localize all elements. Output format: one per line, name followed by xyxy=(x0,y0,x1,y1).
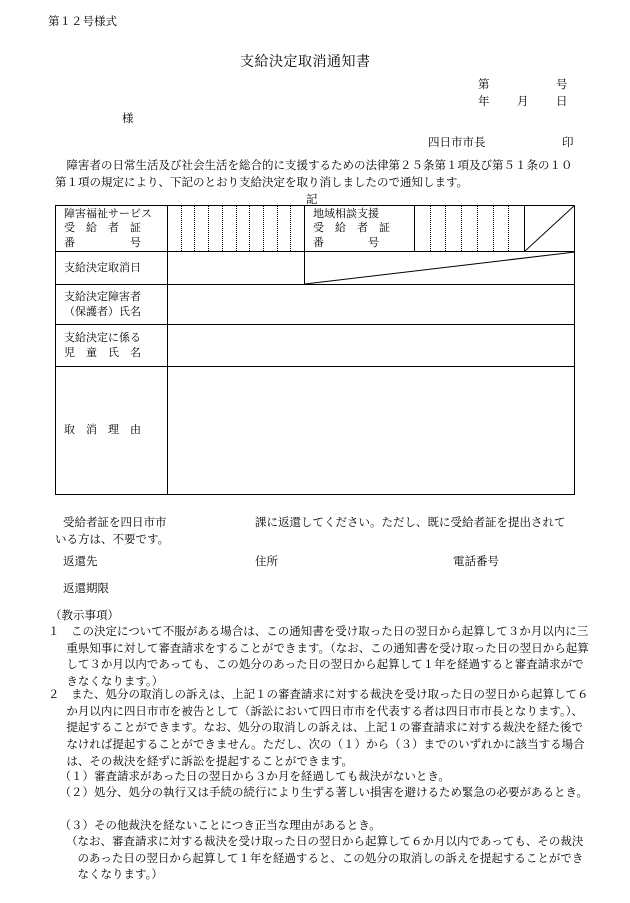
form-number: 第１２号様式 xyxy=(48,14,117,28)
reason-label: 取 消 理 由 xyxy=(56,367,168,495)
note-sub-1: （１）審査請求があった日の翌日から３か月を経過しても裁決がないとき。 xyxy=(59,769,450,783)
child-name-field[interactable] xyxy=(168,325,575,367)
child-name-label xyxy=(56,325,168,367)
recipient-suffix: 様 xyxy=(122,111,134,125)
consult-label-line3: 番 号 xyxy=(313,235,379,249)
cancel-date-slash-cell xyxy=(305,252,575,285)
reason-field[interactable] xyxy=(168,367,575,495)
note-final: （なお、審査請求に対する裁決を受け取った日の翌日から起算して６か月以内であっても、その裁決のあった日の翌日から起算して１年を経過すると、この処分の取消しの訴えを提起することができなくなります。） xyxy=(66,834,584,882)
phone-label: 電話番号 xyxy=(453,554,499,568)
note-sub-2: （２）処分、処分の執行又は手続の続行により生ずる著しい損害を避けるため緊急の必要があるとき。 xyxy=(59,785,589,799)
return-notice-part2: 課に返還してください。ただし、既に受給者証を提出されている方は、不要です。 xyxy=(55,515,566,546)
note-item-1: １ この決定について不服がある場合は、この通知書を受け取った日の翌日から起算して３か月以内に三重県知事に対して審査請求をすることができます。（なお、この通知書を受け取った日の翌日から起算して３か月以内であっても、この処分のあった日の翌日から起算して１年を経過すると審査請求ができなくなります。） xyxy=(48,624,589,689)
date-day: 日 xyxy=(556,94,568,108)
deadline-label: 返還期限 xyxy=(63,581,109,595)
consult-certificate-label xyxy=(305,206,415,252)
welfare-certificate-number-cells[interactable] xyxy=(168,206,305,252)
return-notice-part1: 受給者証を四日市市 xyxy=(63,515,167,529)
note-sub-3: （３）その他裁決を経ないことにつき正当な理由があるとき。 xyxy=(59,818,381,832)
consult-label-line1: 地域相談支援 xyxy=(313,207,379,221)
date-month: 月 xyxy=(517,94,529,108)
issuer-name: 四日市市長 xyxy=(428,135,486,149)
date-year: 年 xyxy=(478,94,490,108)
consult-certificate-number-cells[interactable] xyxy=(415,206,575,252)
child-label-line1: 支給決定に係る xyxy=(64,331,141,345)
welfare-label-line1: 障害福祉サービス xyxy=(64,207,152,221)
person-label-line2: （保護者）氏名 xyxy=(64,304,141,318)
consult-label-line2: 受 給 者 証 xyxy=(313,221,390,235)
child-label-line2: 児 童 氏 名 xyxy=(64,345,141,359)
notes-title: （教示事項） xyxy=(50,608,119,622)
consult-number-digits[interactable] xyxy=(415,206,524,251)
cancel-date-label: 支給決定取消日 xyxy=(56,252,168,285)
document-title: 支給決定取消通知書 xyxy=(240,54,371,70)
cancel-date-field[interactable] xyxy=(168,252,305,285)
intro-paragraph: 障害者の日常生活及び社会生活を総合的に支援するための法律第２５条第１項及び第５１条の１０第１項の規定により、下記のとおり支給決定を取り消しましたので通知します。 xyxy=(55,158,573,189)
seal-mark: 印 xyxy=(562,135,574,149)
ki-mark: 記 xyxy=(306,192,318,206)
address-label: 住所 xyxy=(255,554,278,568)
welfare-label-line2: 受 給 者 証 xyxy=(64,221,141,235)
person-name-field[interactable] xyxy=(168,285,575,325)
welfare-certificate-label xyxy=(56,206,168,252)
person-label-line1: 支給決定障害者 xyxy=(64,290,141,304)
note-item-2: ２ また、処分の取消しの訴えは、上記１の審査請求に対する裁決を受け取った日の翌日から起算して６か月以内に四日市市を被告として（訴訟において四日市市を代表する者は四日市市長となります。）、提起することができます。なお、処分の取消しの訴えは、上記１の審査請求に対する裁決を経た後でなければ提起することができません。ただし、次の（１）から（３）までのいずれかに該当する場合は、その裁決を経ずに訴訟を提起することができます。 xyxy=(48,687,589,768)
welfare-label-line3: 番 号 xyxy=(64,235,141,249)
consult-number-slash-cell xyxy=(524,206,574,251)
cancellation-form-table xyxy=(55,205,575,495)
doc-number-suffix: 号 xyxy=(556,77,568,91)
person-name-label xyxy=(56,285,168,325)
return-to-label: 返還先 xyxy=(63,554,98,568)
doc-number-prefix: 第 xyxy=(478,77,490,91)
